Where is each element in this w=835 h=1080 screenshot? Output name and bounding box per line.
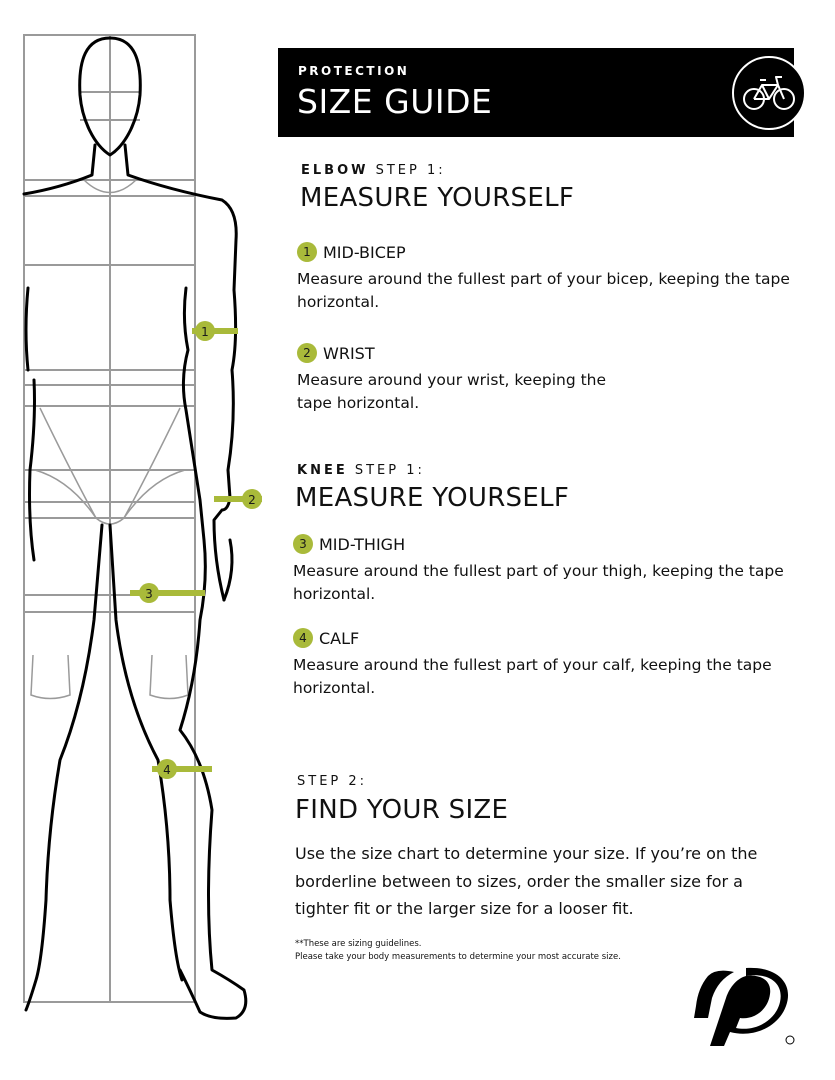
page-title: SIZE GUIDE — [297, 82, 493, 121]
measure-bar-wrist — [214, 489, 262, 509]
item-calf — [293, 628, 359, 648]
number-badge: 1 — [297, 242, 317, 262]
elbow-step-title: MEASURE YOURSELF — [300, 183, 575, 213]
item-description: Measure around the fullest part of your thigh, keeping the tape horizontal. — [293, 562, 784, 603]
number-badge: 4 — [293, 628, 313, 648]
item-mid-thigh — [293, 534, 405, 554]
item-wrist — [297, 343, 375, 363]
item-description: Measure around the fullest part of your calf, keeping the tape horizontal. — [293, 656, 772, 697]
header-banner — [278, 48, 794, 137]
marker-3: 3 — [145, 587, 153, 601]
step2-title: FIND YOUR SIZE — [295, 795, 509, 825]
marker-2: 2 — [248, 493, 256, 507]
item-description: Measure around the fullest part of your bicep, keeping the tape horizontal. — [297, 270, 790, 311]
body-figure-illustration — [0, 0, 280, 1080]
item-label: WRIST — [323, 343, 375, 363]
marker-1: 1 — [201, 325, 209, 339]
brand-logo — [686, 958, 798, 1048]
item-label: CALF — [319, 628, 360, 648]
number-badge: 2 — [297, 343, 317, 363]
number-badge: 3 — [293, 534, 313, 554]
bicycle-icon — [728, 55, 810, 131]
step2-description: Use the size chart to determine your size. If you’re on the borderline between to sizes, order the smaller size for a tighter fit or the larger size for a looser fit. — [295, 844, 758, 918]
knee-step-kicker: KNEE STEP 1: — [297, 463, 425, 478]
measure-bar-thigh — [130, 583, 205, 603]
elbow-step-kicker: ELBOW STEP 1: — [301, 163, 446, 178]
footnote-line-1: **These are sizing guidelines. — [295, 939, 422, 949]
item-label: MID-THIGH — [319, 534, 406, 554]
footnote-line-2: Please take your body measurements to determine your most accurate size. — [295, 952, 621, 962]
measure-bar-bicep — [192, 321, 238, 341]
marker-4: 4 — [163, 763, 171, 777]
knee-step-title: MEASURE YOURSELF — [295, 483, 570, 513]
item-description: Measure around your wrist, keeping the tape horizontal. — [297, 371, 607, 412]
item-label: MID-BICEP — [323, 242, 406, 262]
footnote — [295, 938, 621, 964]
item-mid-bicep — [297, 242, 406, 262]
header-kicker: PROTECTION — [298, 64, 410, 78]
step2-kicker: STEP 2: — [297, 774, 368, 789]
